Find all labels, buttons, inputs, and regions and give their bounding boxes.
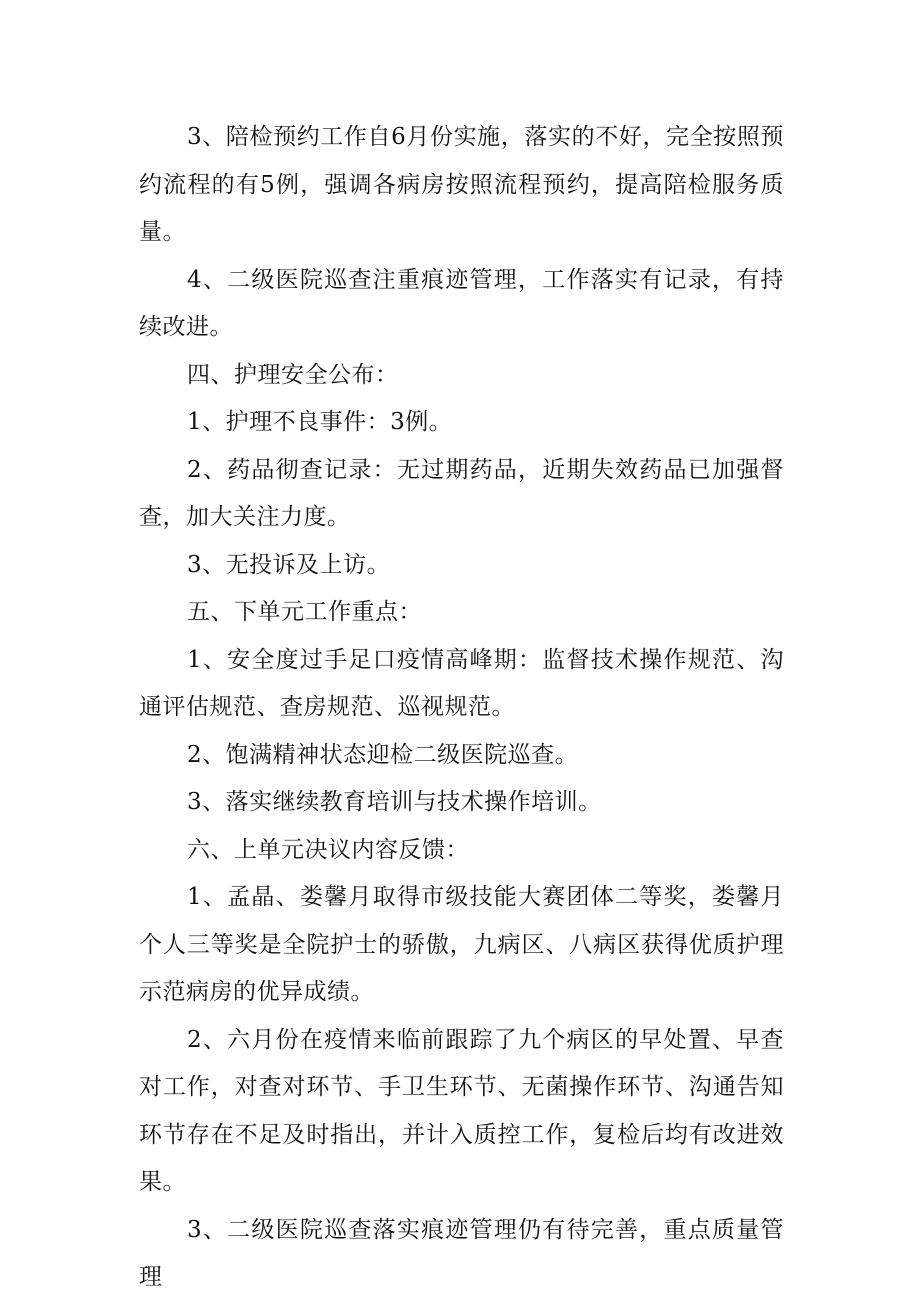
section-heading-nursing-safety: 四、护理安全公布： bbox=[187, 361, 399, 388]
paragraph-trace-management-improvement: 3、二级医院巡查落实痕迹管理仍有待完善，重点质量管理 bbox=[139, 1216, 784, 1290]
paragraph-epidemic-tracking: 2、六月份在疫情来临前跟踪了九个病区的早处置、早查对工作，对查对环节、手卫生环节、无菌操作环节、沟通告知环节存在不足及时指出，并计入质控工作，复检后均有改进效果。 bbox=[139, 1026, 784, 1195]
paragraph-inspection-readiness: 2、饱满精神状态迎检二级医院巡查。 bbox=[187, 741, 579, 768]
paragraph-drug-inspection: 2、药品彻查记录：无过期药品，近期失效药品已加强督查，加大关注力度。 bbox=[139, 456, 784, 530]
paragraph-hfmd-peak: 1、安全度过手足口疫情高峰期：监督技术操作规范、沟通评估规范、查房规范、巡视规范。 bbox=[139, 646, 784, 720]
paragraph-item-4-trace-management: 4、二级医院巡查注重痕迹管理，工作落实有记录，有持续改进。 bbox=[139, 266, 784, 340]
paragraph-adverse-events: 1、护理不良事件：3例。 bbox=[187, 409, 453, 435]
section-heading-next-unit-focus: 五、下单元工作重点： bbox=[187, 599, 422, 625]
paragraph-item-3-escort-appointment: 3、陪检预约工作自6月份实施，落实的不好，完全按照预约流程的有5例，强调各病房按照流程预约，提高陪检服务质量。 bbox=[139, 124, 784, 245]
paragraph-training: 3、落实继续教育培训与技术操作培训。 bbox=[187, 789, 602, 815]
paragraph-no-complaints: 3、无投诉及上访。 bbox=[187, 551, 391, 578]
document-body bbox=[139, 114, 784, 1302]
paragraph-skills-competition: 1、孟晶、娄馨月取得市级技能大赛团体二等奖，娄馨月个人三等奖是全院护士的骄傲，九病区、八病区获得优质护理示范病房的优异成绩。 bbox=[139, 884, 784, 1005]
section-heading-resolution-feedback: 六、上单元决议内容反馈： bbox=[187, 836, 469, 863]
